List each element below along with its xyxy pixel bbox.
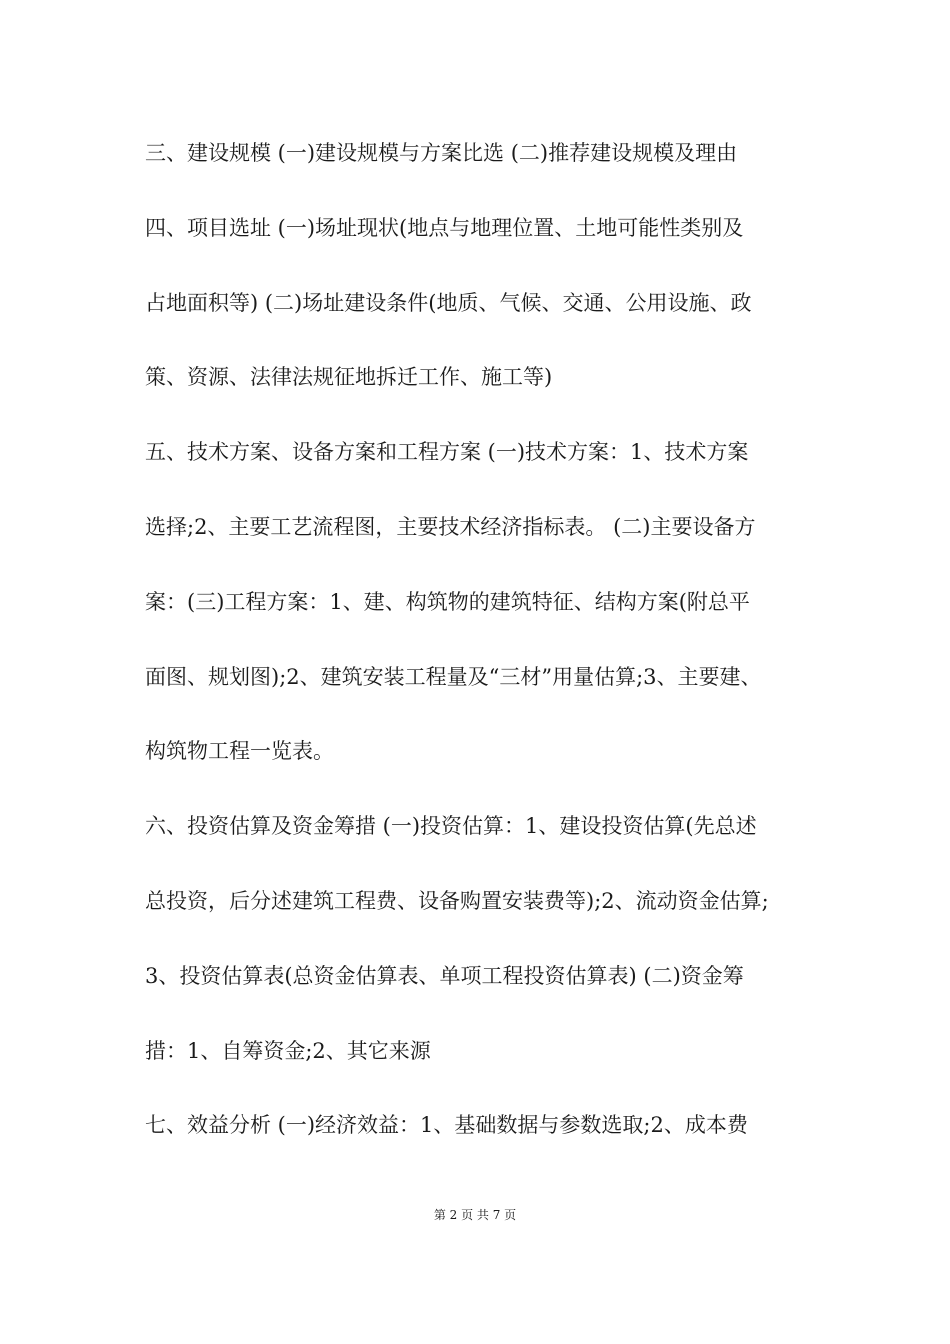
text-line: 三、建设规模 (一)建设规模与方案比选 (二)推荐建设规模及理由 <box>145 141 738 165</box>
text-line: 五、技术方案、设备方案和工程方案 (一)技术方案：1、技术方案 <box>145 440 749 465</box>
text-line: 六、投资估算及资金筹措 (一)投资估算：1、建设投资估算(先总述 <box>145 814 757 839</box>
body-text <box>145 132 820 1179</box>
text-line: 策、资源、法律法规征地拆迁工作、施工等) <box>145 365 553 390</box>
text-line: 构筑物工程一览表。 <box>145 739 334 764</box>
text-line: 3、投资估算表(总资金估算表、单项工程投资估算表) (二)资金筹 <box>145 963 744 988</box>
text-line: 面图、规划图);2、建筑安装工程量及“三材”用量估算;3、主要建、 <box>145 664 762 689</box>
text-line: 四、项目选址 (一)场址现状(地点与地理位置、土地可能性类别及 <box>145 215 744 240</box>
text-line: 措：1、自筹资金;2、其它来源 <box>145 1038 431 1063</box>
text-line: 案：(三)工程方案：1、建、构筑物的建筑特征、结构方案(附总平 <box>145 589 750 614</box>
text-line: 七、效益分析 (一)经济效益：1、基础数据与参数选取;2、成本费 <box>145 1113 748 1138</box>
text-line: 占地面积等) (二)场址建设条件(地质、气候、交通、公用设施、政 <box>145 290 752 315</box>
text-line: 选择;2、主要工艺流程图，主要技术经济指标表。 (二)主要设备方 <box>145 514 756 539</box>
text-line: 总投资，后分述建筑工程费、设备购置安装费等);2、流动资金估算; <box>145 888 769 913</box>
page-number-footer: 第 2 页 共 7 页 <box>433 1208 517 1222</box>
